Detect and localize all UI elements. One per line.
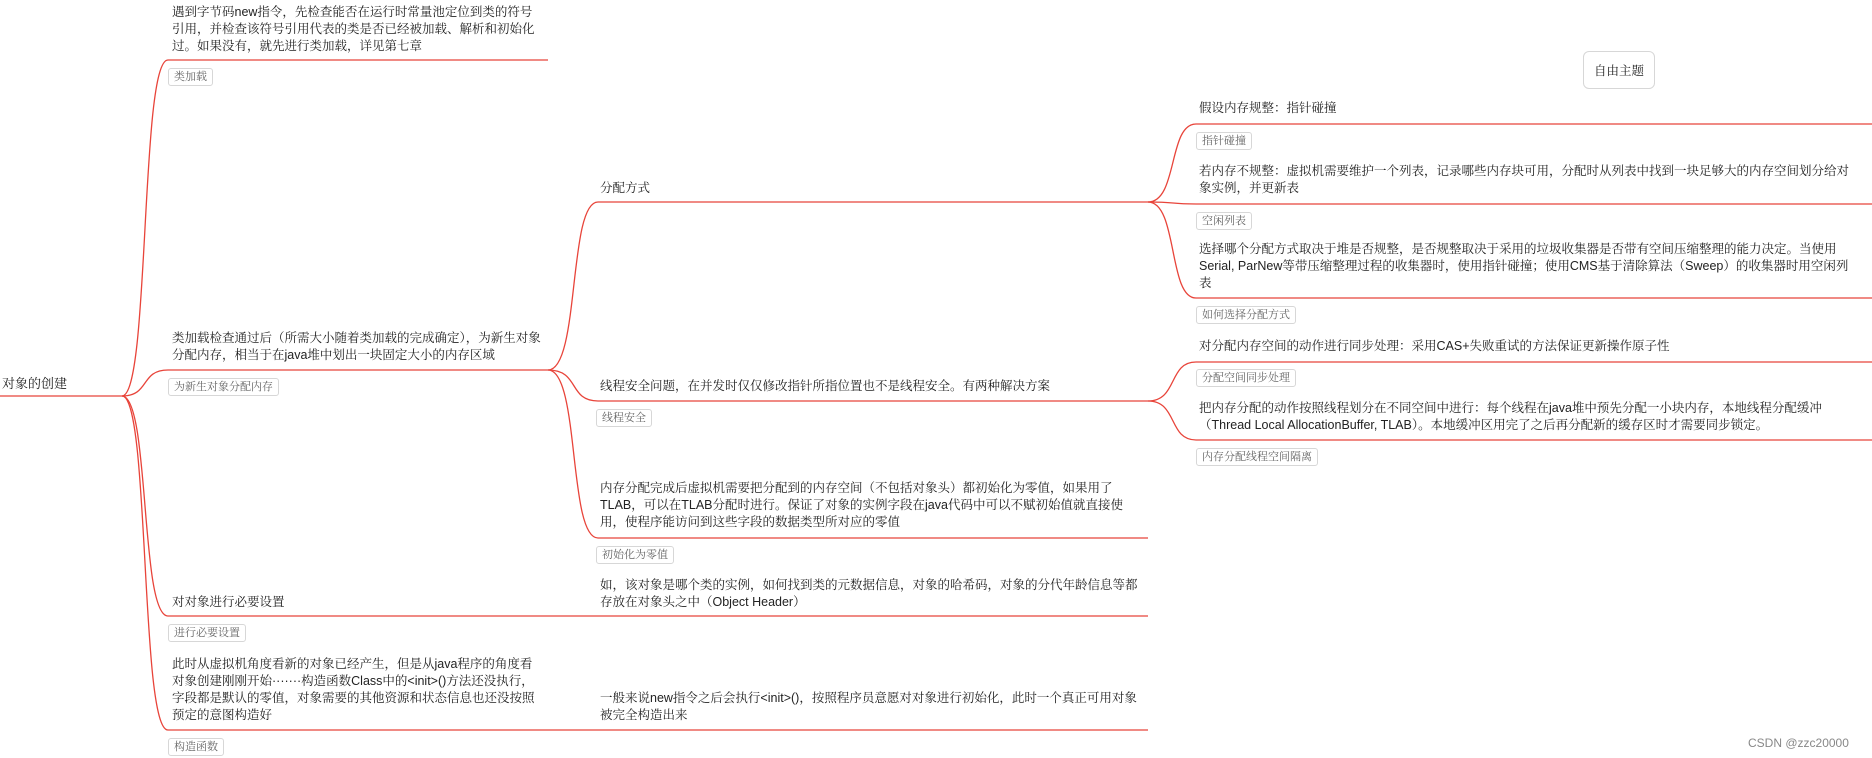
l2-text-thread-safety[interactable]: 线程安全问题，在并发时仅仅修改指针所指位置也不是线程安全。有两种解决方案 bbox=[600, 379, 1051, 393]
root-node[interactable]: 对象的创建 bbox=[2, 376, 68, 391]
l1-text-necessary-settings[interactable]: 对对象进行必要设置 bbox=[172, 595, 285, 609]
l3-tag-choose-method: 如何选择分配方式 bbox=[1196, 306, 1296, 324]
l2-tag-thread-safety: 线程安全 bbox=[596, 409, 652, 427]
edge-l1-l2-3 bbox=[548, 370, 598, 538]
l3-text-pointer-bump[interactable]: 假设内存规整：指针碰撞 bbox=[1199, 101, 1337, 115]
edge-root-l1-1 bbox=[122, 60, 168, 396]
edge-l2-l3-4 bbox=[1148, 362, 1196, 401]
l1-tag-constructor: 构造函数 bbox=[168, 738, 224, 756]
l1-tag-necessary-settings: 进行必要设置 bbox=[168, 624, 246, 642]
edge-l2-l3-1 bbox=[1148, 124, 1196, 202]
edge-l2-l3-2 bbox=[1148, 202, 1196, 204]
edge-l2-l3-3 bbox=[1148, 202, 1196, 298]
l3-text-choose-method[interactable]: 选择哪个分配方式取决于堆是否规整，是否规整取决于采用的垃圾收集器是否带有空间压缩整理的能力决定。当使用Serial, ParNew等带压缩整理过程的收集器时，使用指针碰撞；使用CMS基于清除算法（Sweep）的收集器时用空闲列表 bbox=[1199, 242, 1849, 290]
l3-text-tlab[interactable]: 把内存分配的动作按照线程划分在不同空间中进行：每个线程在java堆中预先分配一小块内存，本地线程分配缓冲（Thread Local AllocationBuffer, TLAB）。本地缓冲区用完了之后再分配新的缓存区时才需要同步锁定。 bbox=[1199, 401, 1822, 432]
edge-root-l1-3 bbox=[122, 396, 168, 616]
l3-tag-tlab: 内存分配线程空间隔离 bbox=[1196, 448, 1318, 466]
edge-l1-l2-1 bbox=[548, 202, 598, 370]
l2-text-init-method[interactable]: 一般来说new指令之后会执行<init>()，按照程序员意愿对对象进行初始化，此时一个真正可用对象被完全构造出来 bbox=[600, 691, 1137, 722]
edge-root-l1-4 bbox=[122, 396, 168, 730]
l1-text-memory-allocation[interactable]: 类加载检查通过后（所需大小随着类加载的完成确定），为新生对象分配内存，相当于在java堆中划出一块固定大小的内存区域 bbox=[172, 331, 541, 362]
l3-tag-cas-sync: 分配空间同步处理 bbox=[1196, 369, 1296, 387]
l1-text-class-loading[interactable]: 遇到字节码new指令，先检查能否在运行时常量池定位到类的符号引用，并检查该符号引用代表的类是否已经被加载、解析和初始化过。如果没有，就先进行类加载，详见第七章 bbox=[172, 5, 535, 53]
edge-root-l1-2 bbox=[122, 370, 168, 396]
l3-text-free-list[interactable]: 若内存不规整：虚拟机需要维护一个列表，记录哪些内存块可用，分配时从列表中找到一块足够大的内存空间划分给对象实例，并更新表 bbox=[1199, 164, 1850, 195]
l3-tag-free-list: 空闲列表 bbox=[1196, 212, 1252, 230]
free-topic-node[interactable]: 自由主题 bbox=[1583, 51, 1655, 89]
l1-tag-memory-allocation: 为新生对象分配内存 bbox=[168, 378, 279, 396]
csdn-watermark: CSDN @zzc20000 bbox=[1748, 736, 1849, 750]
l3-tag-pointer-bump: 指针碰撞 bbox=[1196, 132, 1252, 150]
edge-l1-l2-2 bbox=[548, 370, 598, 401]
l2-text-object-header[interactable]: 如，该对象是哪个类的实例，如何找到类的元数据信息，对象的哈希码，对象的分代年龄信息等都存放在对象头之中（Object Header） bbox=[600, 578, 1138, 609]
l3-text-cas-sync[interactable]: 对分配内存空间的动作进行同步处理：采用CAS+失败重试的方法保证更新操作原子性 bbox=[1199, 339, 1670, 353]
l2-text-zero-init[interactable]: 内存分配完成后虚拟机需要把分配到的内存空间（不包括对象头）都初始化为零值，如果用了TLAB，可以在TLAB分配时进行。保证了对象的实例字段在java代码中可以不赋初始值就直接使用，使程序能访问到这些字段的数据类型所对应的零值 bbox=[600, 481, 1123, 529]
l2-tag-zero-init: 初始化为零值 bbox=[596, 546, 674, 564]
l1-tag-class-loading: 类加载 bbox=[168, 68, 213, 86]
l1-text-constructor[interactable]: 此时从虚拟机角度看新的对象已经产生，但是从java程序的角度看对象创建刚刚开始·······构造函数Class中的<init>()方法还没执行，字段都是默认的零值，对象需要的其他资源和状态信息也还没按照预定的意图构造好 bbox=[172, 657, 535, 722]
edge-l2-l3-5 bbox=[1148, 401, 1196, 440]
l2-text-allocation-method[interactable]: 分配方式 bbox=[600, 181, 651, 195]
